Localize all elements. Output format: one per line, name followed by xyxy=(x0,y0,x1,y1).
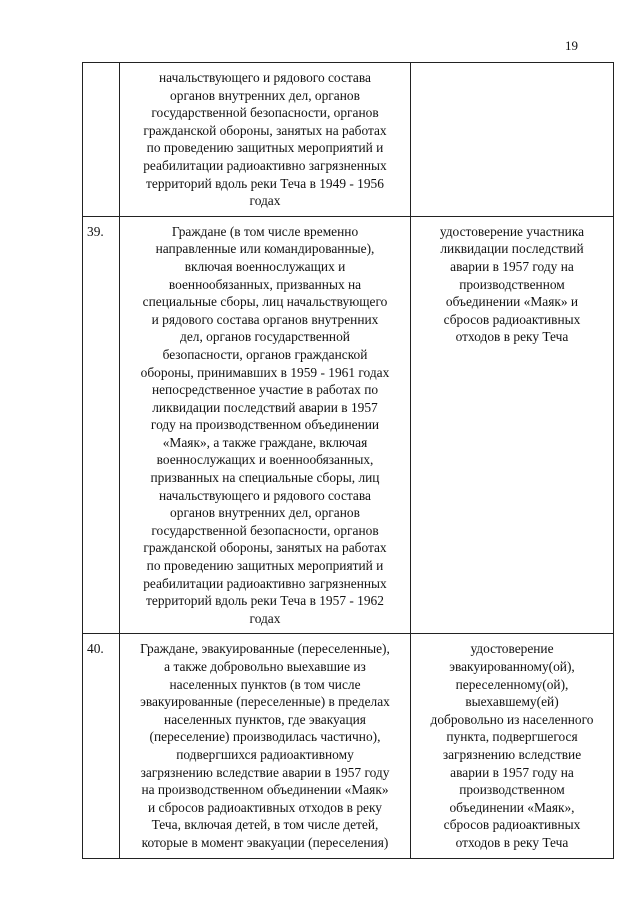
description-line: государственной безопасности, органов xyxy=(151,522,379,538)
description-line: военнообязанных, призванных на xyxy=(168,276,362,292)
document-line: аварии в 1957 году на xyxy=(450,258,574,274)
description-line: на производственном объединении «Маяк» xyxy=(141,782,389,798)
row-number-cell xyxy=(83,63,120,217)
document-line: удостоверение xyxy=(470,641,554,657)
description-line: начальствующего и рядового состава xyxy=(159,487,371,503)
page-number: 19 xyxy=(565,38,578,53)
description-line: (переселение) производилась частично), xyxy=(149,729,381,745)
description-line: территорий вдоль реки Теча в 1957 - 1962 xyxy=(146,593,384,609)
description-line: населенных пунктов (в том числе xyxy=(169,676,361,692)
description-line: эвакуированные (переселенные) в пределах xyxy=(140,694,390,710)
description-line: подвергшихся радиоактивному xyxy=(176,746,354,762)
description-line: Граждане (в том числе временно xyxy=(171,223,359,239)
description-line: обороны, принимавших в 1959 - 1961 годах xyxy=(140,364,390,380)
document-line: ликвидации последствий xyxy=(440,241,584,257)
document-line: отходов в реку Теча xyxy=(455,329,569,345)
description-line: военнослужащих и военнообязанных, xyxy=(156,452,374,468)
category-description-cell xyxy=(120,216,411,634)
document-cell xyxy=(411,63,614,217)
description-line: направленные или командированные), xyxy=(155,241,375,257)
entitlement-table xyxy=(82,62,614,859)
description-line: году на производственном объединении xyxy=(150,417,380,433)
category-description-cell xyxy=(120,634,411,858)
description-line: реабилитации радиоактивно загрязненных xyxy=(143,575,387,591)
description-line: государственной безопасности, органов xyxy=(151,105,379,121)
description-line: загрязнению вследствие аварии в 1957 году xyxy=(140,764,390,780)
description-line: по проведению защитных мероприятий и xyxy=(146,558,384,574)
document-line: добровольно из населенного xyxy=(430,711,594,727)
description-line: территорий вдоль реки Теча в 1949 - 1956 xyxy=(146,175,384,191)
document-cell xyxy=(411,216,614,634)
description-line: годах xyxy=(249,610,281,626)
description-line: гражданской обороны, занятых на работах xyxy=(143,540,387,556)
table-row xyxy=(83,216,614,634)
description-line: населенных пунктов, где эвакуация xyxy=(164,711,366,727)
document-line: производственном xyxy=(459,276,565,292)
description-line: Теча, включая детей, в том числе детей, xyxy=(151,817,379,833)
description-line: которые в момент эвакуации (переселения) xyxy=(141,834,389,850)
description-line: и сбросов радиоактивных отходов в реку xyxy=(148,799,382,815)
category-description-cell xyxy=(120,63,411,217)
description-line: реабилитации радиоактивно загрязненных xyxy=(143,157,387,173)
document-line: сбросов радиоактивных xyxy=(443,817,581,833)
description-line: органов внутренних дел, органов xyxy=(170,505,360,521)
document-line: эвакуированному(ой), xyxy=(449,659,575,674)
document-cell xyxy=(411,634,614,858)
description-line: по проведению защитных мероприятий и xyxy=(146,140,384,156)
document-line: производственном xyxy=(459,782,565,798)
document-line: пункта, подвергшегося xyxy=(446,729,578,745)
row-number-cell: 40. xyxy=(83,634,120,858)
document-line: переселенному(ой), xyxy=(455,676,569,692)
document-line: удостоверение участника xyxy=(439,223,585,239)
table-row xyxy=(83,63,614,217)
document-line: отходов в реку Теча xyxy=(455,834,569,850)
description-line: специальные сборы, лиц начальствующего xyxy=(142,294,388,310)
description-line: включая военнослужащих и xyxy=(184,258,346,274)
description-line: годах xyxy=(249,193,281,209)
document-line: аварии в 1957 году на xyxy=(450,764,574,780)
document-line: загрязнению вследствие xyxy=(442,746,582,762)
description-line: безопасности, органов гражданской xyxy=(162,346,368,362)
description-line: органов внутренних дел, органов xyxy=(170,87,360,103)
description-line: непосредственное участие в работах по xyxy=(151,382,379,398)
table-row xyxy=(83,634,614,858)
description-line: а также добровольно выехавшие из xyxy=(164,659,366,674)
document-line: объединении «Маяк» и xyxy=(445,294,579,310)
description-line: и рядового состава органов внутренних xyxy=(151,311,379,327)
description-line: Граждане, эвакуированные (переселенные), xyxy=(140,641,390,657)
description-line: гражданской обороны, занятых на работах xyxy=(143,122,387,138)
description-line: ликвидации последствий аварии в 1957 xyxy=(152,399,378,415)
description-line: «Маяк», а также граждане, включая xyxy=(162,434,368,450)
document-line: выехавшему(ей) xyxy=(465,694,559,710)
description-line: призванных на специальные сборы, лиц xyxy=(150,470,380,486)
description-line: начальствующего и рядового состава xyxy=(159,70,371,85)
row-number-cell: 39. xyxy=(83,216,120,634)
document-line: объединении «Маяк», xyxy=(449,799,575,815)
description-line: дел, органов государственной xyxy=(180,329,350,345)
document-line: сбросов радиоактивных xyxy=(443,311,581,327)
